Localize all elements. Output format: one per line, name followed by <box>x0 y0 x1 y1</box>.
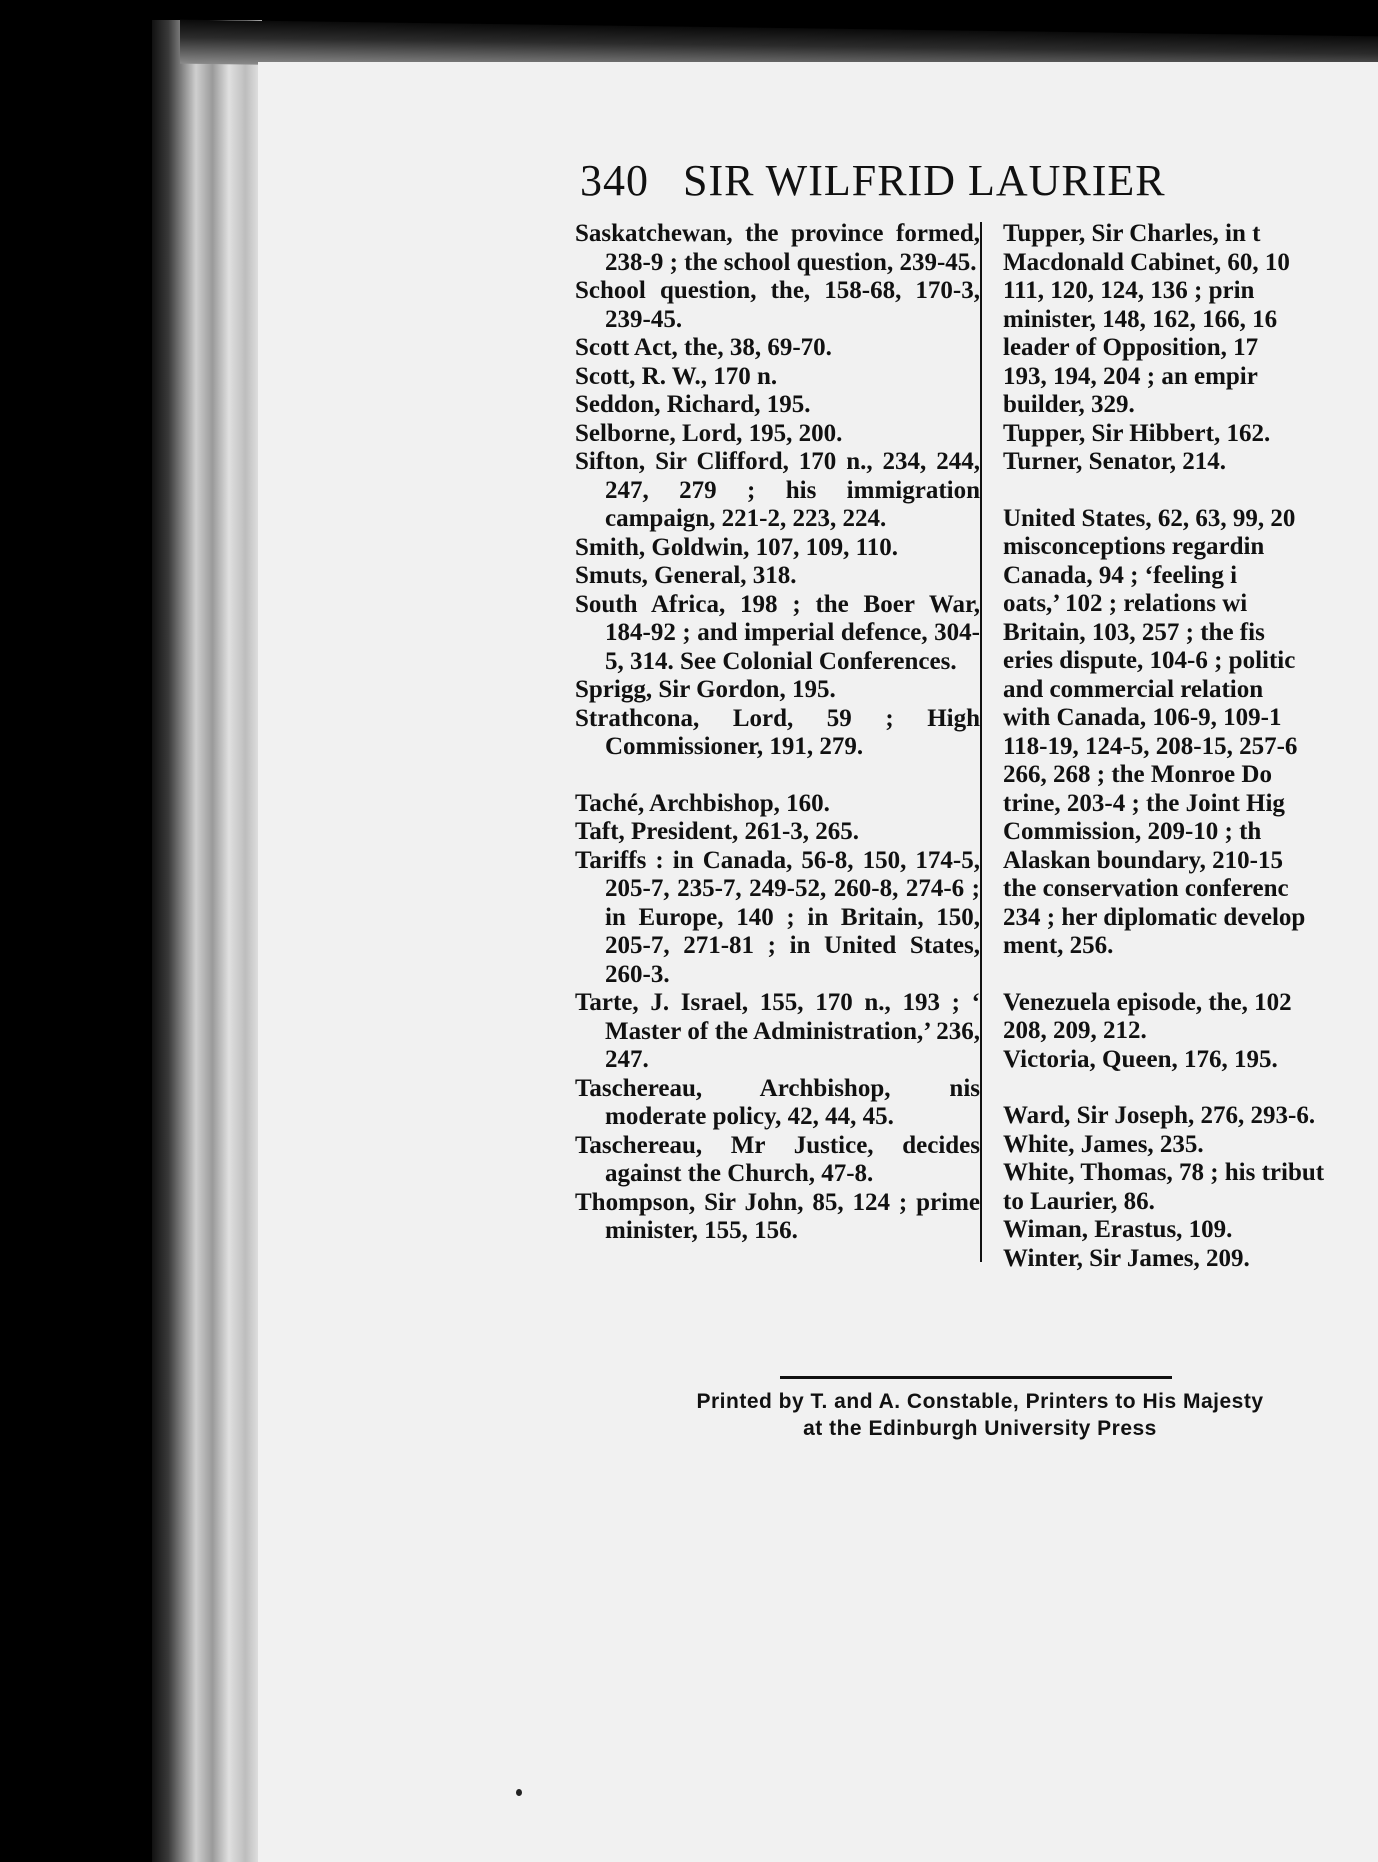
index-entry-line: Tupper, Sir Hibbert, 162. <box>1003 419 1271 447</box>
index-entry-line: Wiman, Erastus, 109. <box>1003 1216 1233 1243</box>
index-entry <box>1003 1102 1378 1131</box>
index-entry-line: 111, 120, 124, 136 ; prin <box>1003 277 1255 304</box>
index-entry: Smith, Goldwin, 107, 109, 110. <box>575 533 898 561</box>
letter-group-gap <box>1003 961 1378 989</box>
index-entry-line: White, Thomas, 78 ; his tribut <box>1003 1159 1325 1186</box>
index-entry-line: oats,’ 102 ; relations wi <box>1003 590 1248 617</box>
index-entry-line: Winter, Sir James, 209. <box>1003 1244 1250 1272</box>
index-entry: Saskatchewan, the province formed, 238-9 ; the school question, 239-45. <box>575 220 980 276</box>
index-entry-line: Victoria, Queen, 176, 195. <box>1003 1045 1278 1073</box>
index-entry: Thompson, Sir John, 85, 124 ; prime minister, 155, 156. <box>575 1188 980 1244</box>
printer-colophon <box>600 1388 1360 1442</box>
colophon-rule <box>780 1376 1172 1379</box>
index-entry-line: Venezuela episode, the, 102 <box>1003 988 1292 1016</box>
index-entry-line: Britain, 103, 257 ; the fis <box>1003 618 1265 646</box>
index-entry: Smuts, General, 318. <box>575 562 797 589</box>
index-column-left <box>575 220 980 1246</box>
index-entry <box>1003 1046 1378 1075</box>
index-entry: Taché, Archbishop, 160. <box>575 789 830 817</box>
page-title: SIR WILFRID LAURIER <box>683 156 1166 205</box>
index-column-right <box>1003 220 1378 1273</box>
colophon-line-1: Printed by T. and A. Constable, Printers to His Majesty <box>696 1390 1264 1413</box>
index-entry <box>1003 420 1378 449</box>
index-entry-line: Ward, Sir Joseph, 276, 293-6. <box>1003 1102 1316 1129</box>
index-entry <box>1003 1216 1378 1245</box>
index-entry-line: Turner, Senator, 214. <box>1003 448 1226 475</box>
index-entry-line: eries dispute, 104-6 ; politic <box>1003 647 1296 674</box>
index-entry <box>1003 1131 1378 1160</box>
index-entry: Taschereau, Archbishop, nis moderate policy, 42, 44, 45. <box>575 1074 980 1130</box>
index-entry-line: trine, 203-4 ; the Joint Hig <box>1003 789 1285 817</box>
index-entry-line: Canada, 94 ; ‘feeling i <box>1003 561 1238 589</box>
index-entry-line: 266, 268 ; the Monroe Do <box>1003 761 1272 788</box>
book-page-edges <box>152 20 262 1862</box>
index-entry: Selborne, Lord, 195, 200. <box>575 419 843 447</box>
index-entry-line: White, James, 235. <box>1003 1130 1204 1158</box>
index-entry-line: and commercial relation <box>1003 675 1264 703</box>
index-entry: Strathcona, Lord, 59 ; High Commissioner, 191, 279. <box>575 704 980 760</box>
letter-group-gap <box>1003 477 1378 505</box>
index-entry: Taschereau, Mr Justice, decides against the Church, 47-8. <box>575 1131 980 1187</box>
index-entry: School question, the, 158-68, 170-3, 239-45. <box>575 277 980 333</box>
index-entry: Sprigg, Sir Gordon, 195. <box>575 676 836 703</box>
index-entry: Sifton, Sir Clifford, 170 n., 234, 244, 247, 279 ; his immigration campaign, 221-2, 223, 224. <box>575 448 980 532</box>
letter-group-gap <box>1003 1074 1378 1102</box>
index-entry: Seddon, Richard, 195. <box>575 391 811 418</box>
page-number: 340 <box>580 156 649 205</box>
index-entry-line: Tupper, Sir Charles, in t <box>1003 220 1261 247</box>
index-entry <box>1003 505 1378 961</box>
index-entry <box>1003 1159 1378 1216</box>
index-entry-line: with Canada, 106-9, 109-1 <box>1003 704 1282 731</box>
index-entry-line: Alaskan boundary, 210-15 <box>1003 846 1283 874</box>
index-entry-line: builder, 329. <box>1003 391 1135 418</box>
index-entry: Taft, President, 261-3, 265. <box>575 818 860 845</box>
index-entry: Scott Act, the, 38, 69-70. <box>575 334 832 361</box>
colophon-line-2: at the Edinburgh University Press <box>803 1417 1157 1440</box>
index-entry-line: to Laurier, 86. <box>1003 1187 1155 1215</box>
index-entry-line: the conservation conferenc <box>1003 875 1289 902</box>
index-entry-line: United States, 62, 63, 99, 20 <box>1003 504 1296 532</box>
index-entry <box>1003 1245 1378 1274</box>
index-entry-line: ment, 256. <box>1003 932 1114 959</box>
index-entry-line: 234 ; her diplomatic develop <box>1003 903 1306 931</box>
index-entry: Tarte, J. Israel, 155, 170 n., 193 ; ‘ Master of the Administration,’ 236, 247. <box>575 989 980 1073</box>
index-entry-line: misconceptions regardin <box>1003 533 1265 560</box>
index-entry: South Africa, 198 ; the Boer War, 184-92 ; and imperial defence, 304-5, 314. See Colonial Conferences. <box>575 590 980 675</box>
index-entry-line: Commission, 209-10 ; th <box>1003 818 1262 845</box>
index-entry <box>1003 448 1378 477</box>
running-head <box>580 155 1378 206</box>
index-entry-line: 208, 209, 212. <box>1003 1017 1147 1044</box>
index-entry-line: 193, 194, 204 ; an empir <box>1003 362 1258 390</box>
index-entry: Scott, R. W., 170 n. <box>575 362 778 390</box>
column-divider <box>980 222 982 1262</box>
letter-group-gap <box>575 762 980 790</box>
index-entry <box>1003 220 1378 420</box>
index-entry-line: 118-19, 124-5, 208-15, 257-6 <box>1003 732 1298 760</box>
page-speck <box>516 1789 522 1796</box>
index-entry-line: minister, 148, 162, 166, 16 <box>1003 305 1278 333</box>
index-entry-line: leader of Opposition, 17 <box>1003 334 1259 361</box>
index-entry <box>1003 989 1378 1046</box>
index-entry: Tariffs : in Canada, 56-8, 150, 174-5, 205-7, 235-7, 249-52, 260-8, 274-6 ; in Europe, 140 ; in Britain, 150, 205-7, 271-81 ; in United States, 260-3. <box>575 846 980 988</box>
index-entry-line: Macdonald Cabinet, 60, 10 <box>1003 248 1290 276</box>
